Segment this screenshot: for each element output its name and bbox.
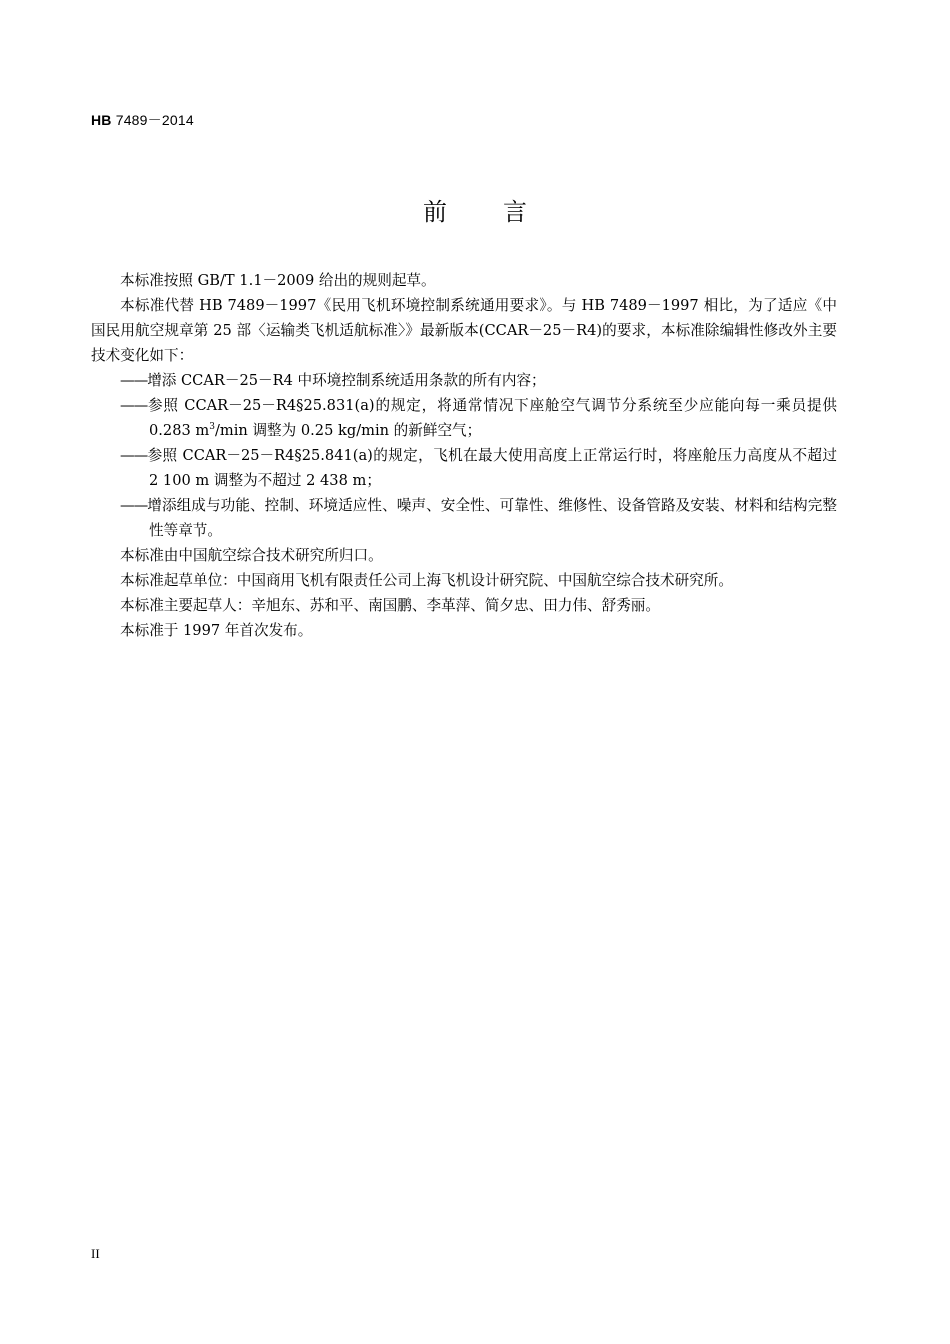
list-item-text: 参照 CCAR－25－R4§25.831(a)的规定，将通常情况下座舱空气调节分系统至少应能向每一乘员提供 0.283 m	[147, 397, 837, 439]
paragraph-drafters: 本标准主要起草人：辛旭东、苏和平、南国鹏、李革萍、简夕忠、田力伟、舒秀丽。	[120, 597, 660, 614]
standard-code: HB	[91, 112, 112, 128]
list-item	[91, 493, 837, 543]
list-dash: ——	[120, 372, 148, 389]
page-title: 前言	[423, 198, 583, 226]
standard-number: 7489－2014	[111, 112, 194, 128]
paragraph-responsible-unit: 本标准由中国航空综合技术研究所归口。	[120, 547, 383, 564]
list-item	[91, 393, 837, 443]
foreword-body	[91, 268, 837, 643]
list-item	[91, 443, 837, 493]
superscript-exponent: 3	[209, 422, 215, 433]
list-item-text: 增添 CCAR－25－R4 中环境控制系统适用条款的所有内容；	[147, 372, 546, 389]
list-dash: ——	[120, 447, 148, 464]
list-dash: ——	[120, 497, 148, 514]
list-item-text-cont: /min 调整为 0.25 kg/min 的新鲜空气；	[215, 422, 482, 439]
paragraph-drafting-units: 本标准起草单位：中国商用飞机有限责任公司上海飞机设计研究院、中国航空综合技术研究所。	[120, 572, 733, 589]
page-number: II	[91, 1246, 100, 1261]
list-item-text: 参照 CCAR－25－R4§25.841(a)的规定，飞机在最大使用高度上正常运行时，将座舱压力高度从不超过 2 100 m 调整为不超过 2 438 m；	[147, 447, 837, 489]
paragraph-first-issue: 本标准于 1997 年首次发布。	[120, 622, 313, 639]
list-item-text: 增添组成与功能、控制、环境适应性、噪声、安全性、可靠性、维修性、设备管路及安装、材料和结构完整性等章节。	[147, 497, 837, 539]
paragraph-replacement: 本标准代替 HB 7489－1997《民用飞机环境控制系统通用要求》。与 HB 7489－1997 相比，为了适应《中国民用航空规章第 25 部〈运输类飞机适航标准〉》最新版本(CCAR－25－R4)的要求，本标准除编辑性修改外主要技术变化如下：	[91, 297, 837, 364]
list-item	[91, 368, 837, 393]
paragraph-drafting-rules: 本标准按照 GB/T 1.1－2009 给出的规则起草。	[120, 272, 436, 289]
list-dash: ——	[120, 397, 148, 414]
document-header	[91, 110, 194, 130]
